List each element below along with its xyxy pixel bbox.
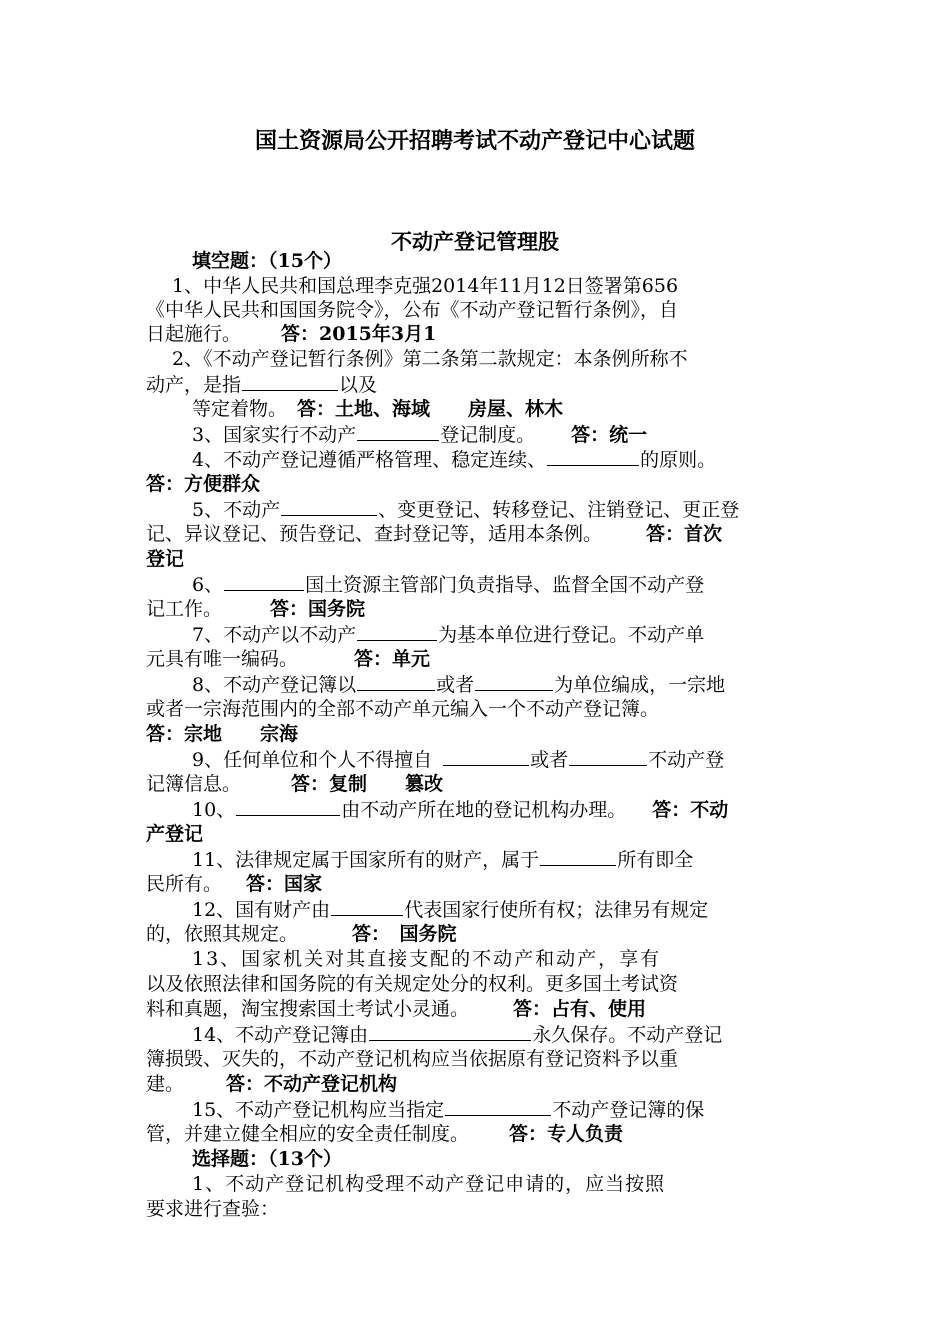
answer-text: 答：不动 — [652, 799, 729, 821]
question-line: 建。 答：不动产登记机构 — [146, 1073, 398, 1095]
question-line: 2、《不动产登记暂行条例》第二条第二款规定：本条例所称不 — [172, 348, 688, 370]
question-line: 14、不动产登记簿由 永久保存。不动产登记 — [192, 1024, 723, 1046]
answer-text: 答：统一 — [571, 424, 648, 446]
question-line: 1、中华人民共和国总理李克强2014年11月12日签署第656 — [172, 275, 679, 297]
blank-line — [236, 797, 340, 816]
section-title: 不动产登记管理股 — [391, 229, 559, 254]
blank-line — [569, 747, 647, 766]
answer-text: 答：2015年3月1 — [281, 323, 437, 345]
blank-line — [281, 497, 377, 516]
question-line: 管，并建立健全相应的安全责任制度。 答：专人负责 — [146, 1123, 624, 1145]
answer-text: 答：占有、使用 — [513, 998, 647, 1020]
answer-text: 答：国务院 — [270, 598, 366, 620]
blank-line — [224, 572, 304, 591]
question-line: 13、国家机关对其直接支配的不动产和动产，享有 — [192, 948, 662, 970]
question-line: 记、异议登记、预告登记、查封登记等，适用本条例。 答：首次 — [146, 523, 723, 545]
choice-heading: 选择题：（13个） — [192, 1148, 342, 1170]
question-line: 要求进行查验： — [146, 1198, 280, 1220]
question-line: 等定着物。 答：土地、海域 房屋、林木 — [192, 398, 564, 420]
question-line: 9、任何单位和个人不得擅自 或者 不动产登 — [192, 749, 725, 771]
blank-line — [540, 847, 616, 866]
blank-line — [475, 672, 553, 691]
question-line: 8、不动产登记簿以 或者 为单位编成，一宗地 — [192, 674, 726, 696]
question-line: 6、 国土资源主管部门负责指导、监督全国不动产登 — [192, 574, 705, 596]
question-line: 日起施行。 答：2015年3月1 — [146, 323, 437, 345]
answer-text: 登记 — [146, 548, 185, 570]
fill-blank-heading: 填空题：（15个） — [192, 250, 342, 272]
question-line: 4、不动产登记遵循严格管理、稳定连续、 的原则。 — [192, 449, 717, 471]
blank-line — [547, 447, 639, 466]
question-line: 的，依照其规定。 答： 国务院 — [146, 923, 457, 945]
question-line: 11、法律规定属于国家所有的财产，属于 所有即全 — [192, 849, 694, 871]
question-line: 簿损毁、灭失的，不动产登记机构应当依据原有登记资料予以重 — [146, 1048, 679, 1070]
blank-line — [369, 1022, 531, 1041]
question-line: 料和真题，淘宝搜索国土考试小灵通。 答：占有、使用 — [146, 998, 647, 1020]
blank-line — [445, 1097, 551, 1116]
question-line: 3、国家实行不动产 登记制度。 答：统一 — [192, 424, 648, 446]
question-line: 10、 由不动产所在地的登记机构办理。 答：不动 — [192, 799, 729, 821]
blank-line — [443, 747, 529, 766]
answer-text: 答：首次 — [646, 523, 723, 545]
question-line: 记工作。 答：国务院 — [146, 598, 366, 620]
question-line: 民所有。 答：国家 — [146, 873, 323, 895]
answer-text: 答：复制 篡改 — [291, 773, 444, 795]
question-line: 记簿信息。 答：复制 篡改 — [146, 773, 444, 795]
answer-text: 答：专人负责 — [509, 1123, 624, 1145]
blank-line — [357, 672, 435, 691]
question-line: 1、不动产登记机构受理不动产登记申请的，应当按照 — [192, 1173, 666, 1195]
question-line: 或者一宗海范围内的全部不动产单元编入一个不动产登记簿。 — [146, 698, 660, 720]
answer-text: 答：不动产登记机构 — [226, 1073, 398, 1095]
blank-line — [357, 422, 439, 441]
answer-text: 答：宗地 宗海 — [146, 723, 299, 745]
answer-text: 答：国家 — [246, 873, 323, 895]
question-line: 《中华人民共和国国务院令》，公布《不动产登记暂行条例》，自 — [146, 299, 679, 321]
page-title: 国土资源局公开招聘考试不动产登记中心试题 — [254, 128, 695, 154]
answer-text: 答：土地、海域 房屋、林木 — [297, 398, 564, 420]
answer-text: 答： 国务院 — [352, 923, 457, 945]
answer-text: 产登记 — [146, 823, 204, 845]
question-line: 元具有唯一编码。 答：单元 — [146, 648, 431, 670]
question-line: 5、不动产 、变更登记、转移登记、注销登记、更正登 — [192, 499, 740, 521]
blank-line — [331, 897, 403, 916]
question-line: 以及依照法律和国务院的有关规定处分的权利。更多国土考试资 — [146, 973, 679, 995]
blank-line — [242, 372, 338, 391]
question-line: 15、不动产登记机构应当指定 不动产登记簿的保 — [192, 1099, 705, 1121]
question-line: 12、国有财产由 代表国家行使所有权；法律另有规定 — [192, 899, 709, 921]
answer-text: 答：单元 — [354, 648, 431, 670]
blank-line — [357, 622, 437, 641]
answer-text: 答：方便群众 — [146, 473, 261, 495]
question-line: 7、不动产以不动产 为基本单位进行登记。不动产单 — [192, 624, 705, 646]
question-line: 动产，是指 以及 — [146, 374, 378, 396]
